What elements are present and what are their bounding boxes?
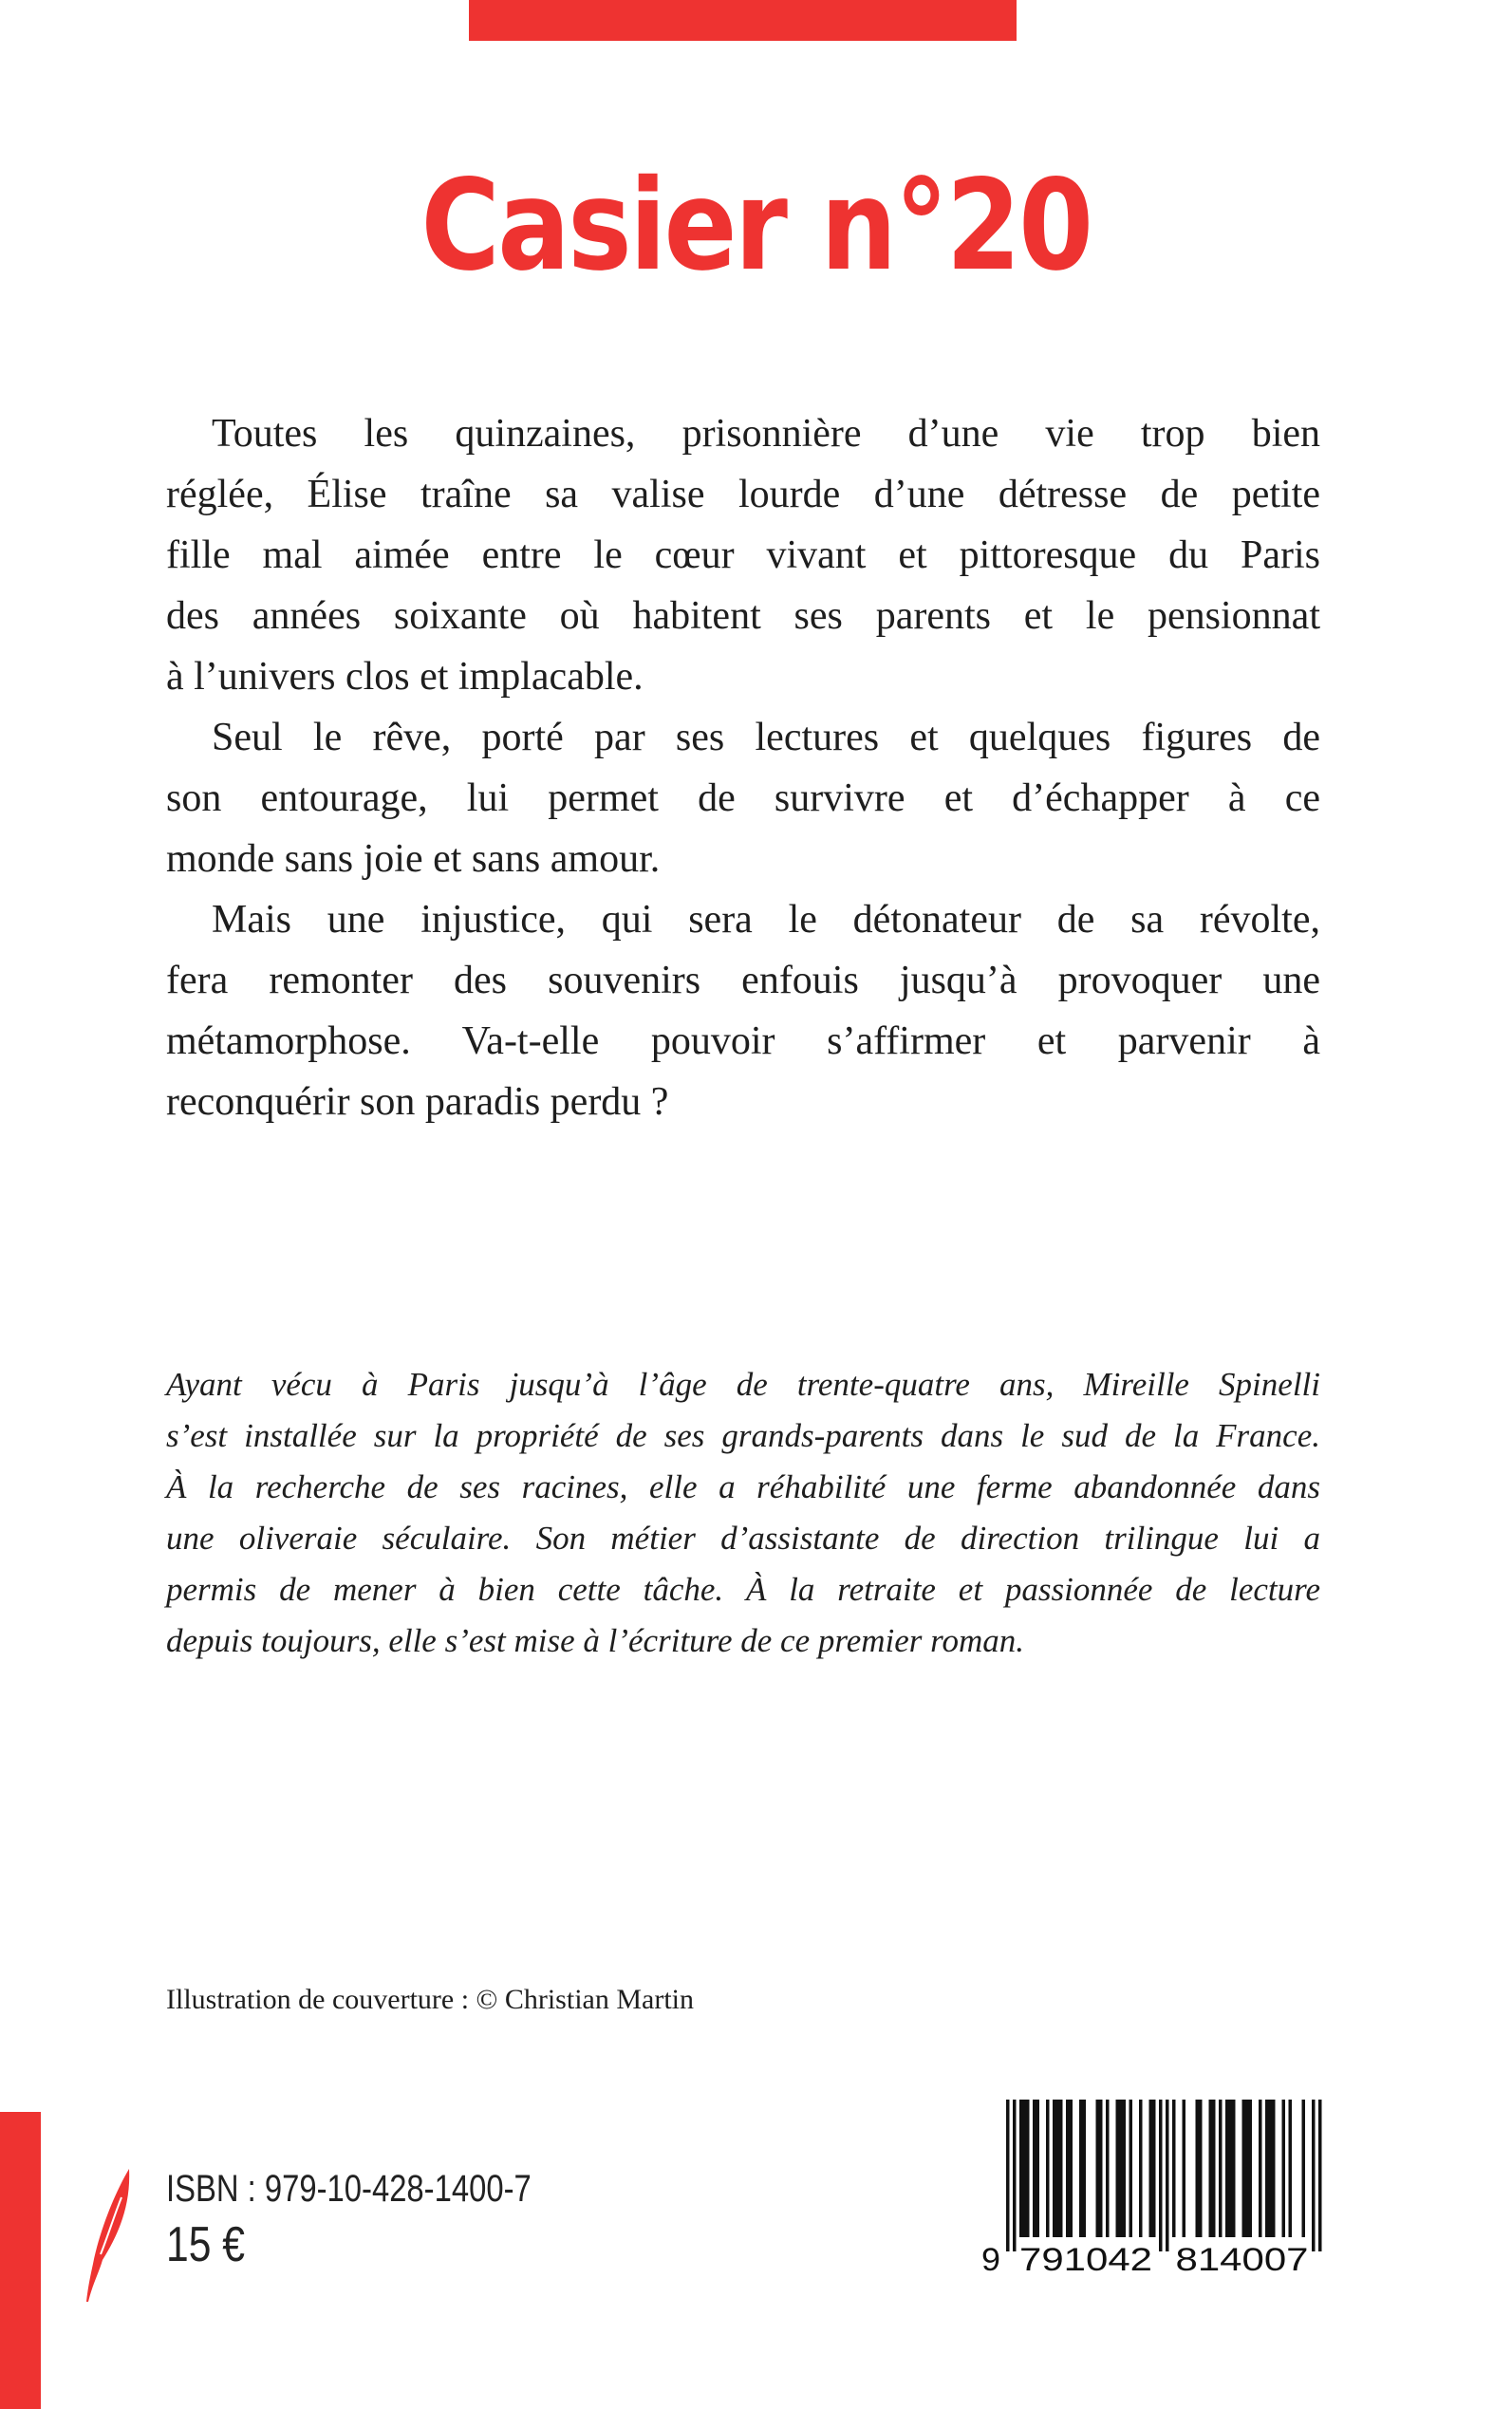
blurb-line: réglée, Élise traîne sa valise lourde d’une détresse de petite [166,473,1320,516]
illustration-credit: Illustration de couverture : © Christian Martin [166,1984,694,2015]
barcode-bar [1225,2100,1229,2237]
barcode-bar [1066,2100,1070,2237]
barcode-bar [1149,2100,1153,2237]
barcode-bar [1259,2100,1262,2237]
bio-line: s’est installée sur la propriété de ses grands-parents dans le sud de la France. [166,1417,1320,1454]
book-title: Casier n°20 [420,153,1092,299]
barcode-bar [1099,2100,1103,2237]
bio-line: À la recherche de ses racines, elle a réhabilité une ferme abandonnée dans [166,1468,1320,1505]
barcode-bar [1019,2100,1023,2237]
barcode-bar [1123,2100,1127,2237]
barcode-bar [1199,2100,1203,2237]
barcode-bar [1036,2100,1040,2237]
barcode-bar [1046,2100,1050,2237]
barcode-digits: 9 [981,2242,1000,2278]
barcode-bar [1006,2100,1010,2251]
top-accent-bar [469,0,1017,41]
barcode-bar [1249,2100,1253,2237]
barcode-bar [1183,2100,1186,2237]
barcode-bar [1312,2100,1316,2251]
price: 15 € [166,2217,245,2272]
barcode-bar [1119,2100,1123,2237]
barcode-bar [1245,2100,1249,2237]
blurb [166,403,1320,1132]
barcode-bar [1159,2100,1163,2251]
author-bio [166,1359,1320,1667]
blurb-line: son entourage, lui permet de survivre et d’échapper à ce [166,776,1320,820]
barcode-bar [1209,2100,1213,2237]
barcode-bar [1116,2100,1120,2237]
isbn: ISBN : 979-10-428-1400-7 [166,2168,532,2210]
barcode-bar [1272,2100,1276,2237]
barcode-bar [1023,2100,1027,2237]
barcode-bar [1079,2100,1083,2237]
barcode-bar [1129,2100,1133,2237]
barcode-bar [1172,2100,1176,2237]
barcode-bar [1232,2100,1236,2237]
barcode-bar [1212,2100,1216,2237]
blurb-line: des années soixante où habitent ses parents et le pensionnat [166,594,1320,638]
blurb-line: fille mal aimée entre le cœur vivant et pittoresque du Paris [166,533,1320,577]
barcode-bar [1265,2100,1269,2237]
barcode-bar [1166,2100,1169,2251]
barcode-bar [1013,2100,1017,2251]
blurb-line: reconquérir son paradis perdu ? [166,1080,669,1124]
barcode-bar [1242,2100,1246,2237]
barcode-bar [1269,2100,1273,2237]
blurb-line: à l’univers clos et implacable. [166,655,644,699]
blurb-line: Seul le rêve, porté par ses lectures et quelques figures de [212,716,1320,759]
barcode-bar [1139,2100,1143,2237]
bio-line: Ayant vécu à Paris jusqu’à l’âge de trente-quatre ans, Mireille Spinelli [166,1366,1320,1403]
barcode-bar [1033,2100,1036,2237]
barcode-bar [1056,2100,1060,2237]
bio-line: une oliveraie séculaire. Son métier d’assistante de direction trilingue lui a [166,1520,1320,1557]
blurb-line: Toutes les quinzaines, prisonnière d’une vie trop bien [212,412,1320,456]
bio-line: depuis toujours, elle s’est mise à l’écriture de ce premier roman. [166,1622,1024,1659]
blurb-line: Mais une injustice, qui sera le détonateur de sa révolte, [212,898,1320,942]
barcode-bar [1282,2100,1286,2237]
barcode-bar [1053,2100,1056,2237]
bio-line: permis de mener à bien cette tâche. À la retraite et passionnée de lecture [166,1571,1320,1608]
barcode-bar [1302,2100,1306,2237]
barcode-bar [1106,2100,1110,2237]
barcode [978,2100,1329,2280]
barcode-bar [1096,2100,1100,2237]
barcode-bar [1059,2100,1063,2237]
blurb-line: monde sans joie et sans amour. [166,837,661,881]
barcode-digits: 814007 [1175,2242,1309,2278]
red-feather-icon [80,2169,137,2302]
barcode-bar [1026,2100,1030,2237]
barcode-bar [1152,2100,1156,2237]
barcode-bar [1229,2100,1233,2237]
left-accent-bar [0,2112,41,2409]
barcode-bar [1318,2100,1322,2251]
barcode-bar [1289,2100,1293,2237]
barcode-bar [1083,2100,1087,2237]
blurb-line: métamorphose. Va-t-elle pouvoir s’affirmer et parvenir à [166,1019,1320,1063]
barcode-bar [1219,2100,1223,2237]
barcode-bar [1070,2100,1073,2237]
barcode-digits: 791042 [1019,2242,1152,2278]
barcode-bar [1196,2100,1200,2237]
blurb-line: fera remonter des souvenirs enfouis jusqu’à provoquer une [166,959,1320,1002]
